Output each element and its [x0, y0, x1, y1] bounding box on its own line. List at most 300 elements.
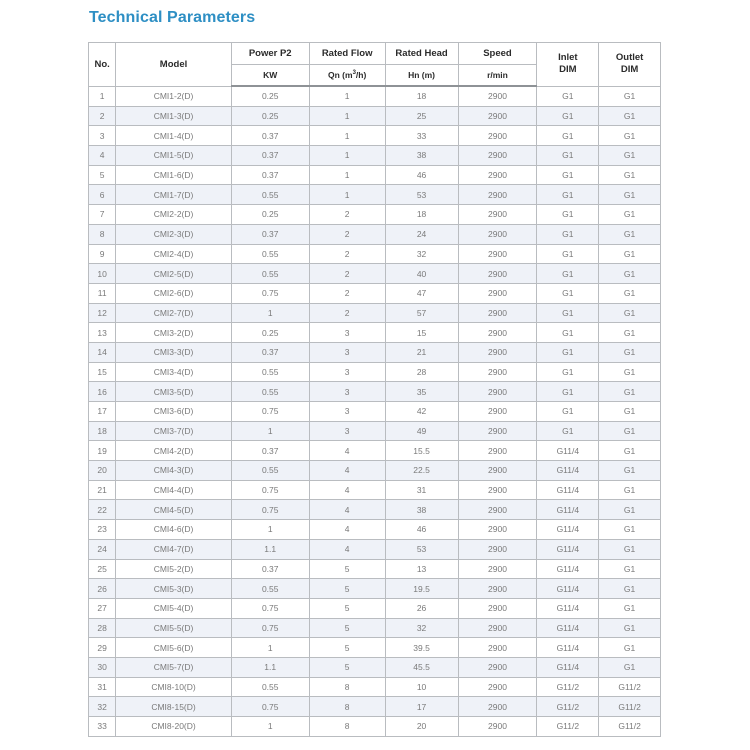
cell-outlet: G1	[599, 559, 661, 579]
cell-inlet: G11/4	[537, 657, 599, 677]
cell-power: 0.25	[231, 323, 309, 343]
header-speed: Speed	[458, 43, 537, 65]
cell-model: CMI2-5(D)	[116, 264, 231, 284]
cell-speed: 2900	[458, 579, 537, 599]
cell-model: CMI8-10(D)	[116, 677, 231, 697]
cell-flow: 2	[309, 303, 385, 323]
header-power: Power P2	[231, 43, 309, 65]
cell-power: 0.37	[231, 559, 309, 579]
cell-outlet: G1	[599, 520, 661, 540]
table-row	[89, 618, 661, 638]
cell-head: 32	[385, 244, 458, 264]
table-row	[89, 106, 661, 126]
cell-flow: 4	[309, 441, 385, 461]
cell-outlet: G1	[599, 323, 661, 343]
cell-power: 0.55	[231, 264, 309, 284]
cell-inlet: G1	[537, 146, 599, 166]
cell-flow: 1	[309, 126, 385, 146]
cell-power: 1.1	[231, 539, 309, 559]
table-row	[89, 480, 661, 500]
cell-model: CMI4-7(D)	[116, 539, 231, 559]
cell-speed: 2900	[458, 86, 537, 106]
cell-outlet: G1	[599, 86, 661, 106]
cell-flow: 3	[309, 402, 385, 422]
cell-flow: 3	[309, 362, 385, 382]
cell-speed: 2900	[458, 559, 537, 579]
header-inlet-line2: DIM	[559, 64, 577, 76]
cell-inlet: G11/4	[537, 598, 599, 618]
table-row	[89, 697, 661, 717]
cell-outlet: G1	[599, 657, 661, 677]
cell-speed: 2900	[458, 106, 537, 126]
cell-inlet: G1	[537, 205, 599, 225]
cell-head: 40	[385, 264, 458, 284]
header-speed-unit: r/min	[458, 65, 537, 87]
cell-head: 10	[385, 677, 458, 697]
cell-speed: 2900	[458, 539, 537, 559]
flow-unit-sup: 3	[352, 70, 356, 77]
cell-power: 0.55	[231, 579, 309, 599]
cell-no: 8	[89, 224, 116, 244]
cell-no: 25	[89, 559, 116, 579]
cell-model: CMI1-4(D)	[116, 126, 231, 146]
cell-no: 29	[89, 638, 116, 658]
cell-outlet: G11/2	[599, 697, 661, 717]
cell-head: 15.5	[385, 441, 458, 461]
cell-flow: 3	[309, 342, 385, 362]
cell-outlet: G1	[599, 402, 661, 422]
cell-outlet: G1	[599, 283, 661, 303]
cell-speed: 2900	[458, 146, 537, 166]
table-row	[89, 402, 661, 422]
cell-outlet: G1	[599, 342, 661, 362]
cell-head: 20	[385, 717, 458, 737]
cell-speed: 2900	[458, 618, 537, 638]
cell-flow: 1	[309, 185, 385, 205]
header-no: No.	[89, 43, 116, 87]
header-outlet-line2: DIM	[620, 64, 639, 76]
cell-model: CMI5-3(D)	[116, 579, 231, 599]
cell-power: 0.55	[231, 461, 309, 481]
cell-head: 39.5	[385, 638, 458, 658]
cell-head: 18	[385, 86, 458, 106]
cell-power: 0.55	[231, 382, 309, 402]
cell-no: 2	[89, 106, 116, 126]
technical-parameters-table	[88, 42, 661, 737]
cell-power: 0.37	[231, 126, 309, 146]
cell-power: 0.75	[231, 283, 309, 303]
cell-outlet: G1	[599, 461, 661, 481]
cell-model: CMI4-5(D)	[116, 500, 231, 520]
cell-outlet: G1	[599, 441, 661, 461]
table-row	[89, 421, 661, 441]
table-row	[89, 717, 661, 737]
cell-head: 53	[385, 539, 458, 559]
cell-outlet: G1	[599, 500, 661, 520]
cell-speed: 2900	[458, 638, 537, 658]
cell-model: CMI5-7(D)	[116, 657, 231, 677]
cell-no: 14	[89, 342, 116, 362]
cell-speed: 2900	[458, 520, 537, 540]
cell-outlet: G1	[599, 185, 661, 205]
cell-speed: 2900	[458, 382, 537, 402]
cell-model: CMI2-3(D)	[116, 224, 231, 244]
cell-outlet: G1	[599, 382, 661, 402]
cell-model: CMI5-6(D)	[116, 638, 231, 658]
cell-model: CMI5-5(D)	[116, 618, 231, 638]
cell-no: 3	[89, 126, 116, 146]
page-title: Technical Parameters	[89, 9, 256, 26]
cell-outlet: G1	[599, 165, 661, 185]
cell-head: 49	[385, 421, 458, 441]
table-row	[89, 86, 661, 106]
header-outlet-line1: Outlet	[615, 52, 644, 64]
table-row	[89, 303, 661, 323]
cell-flow: 8	[309, 717, 385, 737]
cell-model: CMI4-3(D)	[116, 461, 231, 481]
cell-model: CMI5-4(D)	[116, 598, 231, 618]
cell-inlet: G11/2	[537, 697, 599, 717]
cell-inlet: G1	[537, 106, 599, 126]
table-row	[89, 559, 661, 579]
table-row	[89, 520, 661, 540]
cell-flow: 2	[309, 205, 385, 225]
cell-power: 0.37	[231, 165, 309, 185]
cell-no: 6	[89, 185, 116, 205]
cell-speed: 2900	[458, 224, 537, 244]
cell-speed: 2900	[458, 323, 537, 343]
cell-speed: 2900	[458, 461, 537, 481]
cell-head: 42	[385, 402, 458, 422]
table-row	[89, 362, 661, 382]
cell-inlet: G1	[537, 323, 599, 343]
cell-power: 0.37	[231, 146, 309, 166]
cell-power: 0.75	[231, 697, 309, 717]
cell-flow: 5	[309, 638, 385, 658]
cell-outlet: G11/2	[599, 717, 661, 737]
table-row	[89, 126, 661, 146]
cell-model: CMI8-20(D)	[116, 717, 231, 737]
cell-speed: 2900	[458, 402, 537, 422]
cell-speed: 2900	[458, 677, 537, 697]
cell-head: 24	[385, 224, 458, 244]
cell-no: 15	[89, 362, 116, 382]
cell-head: 32	[385, 618, 458, 638]
cell-model: CMI1-3(D)	[116, 106, 231, 126]
table-row	[89, 539, 661, 559]
cell-power: 0.25	[231, 106, 309, 126]
cell-inlet: G1	[537, 421, 599, 441]
cell-inlet: G11/4	[537, 579, 599, 599]
cell-model: CMI3-7(D)	[116, 421, 231, 441]
cell-head: 35	[385, 382, 458, 402]
cell-no: 17	[89, 402, 116, 422]
table-row	[89, 244, 661, 264]
cell-model: CMI3-4(D)	[116, 362, 231, 382]
cell-outlet: G1	[599, 480, 661, 500]
cell-flow: 8	[309, 677, 385, 697]
cell-head: 26	[385, 598, 458, 618]
cell-inlet: G1	[537, 402, 599, 422]
cell-power: 1	[231, 520, 309, 540]
cell-outlet: G1	[599, 638, 661, 658]
cell-head: 57	[385, 303, 458, 323]
cell-head: 46	[385, 520, 458, 540]
cell-no: 19	[89, 441, 116, 461]
cell-speed: 2900	[458, 244, 537, 264]
cell-model: CMI2-7(D)	[116, 303, 231, 323]
cell-model: CMI3-5(D)	[116, 382, 231, 402]
cell-flow: 1	[309, 106, 385, 126]
cell-inlet: G11/4	[537, 618, 599, 638]
cell-flow: 3	[309, 323, 385, 343]
cell-speed: 2900	[458, 165, 537, 185]
cell-flow: 1	[309, 146, 385, 166]
cell-head: 13	[385, 559, 458, 579]
header-model: Model	[116, 43, 231, 87]
cell-head: 38	[385, 500, 458, 520]
cell-no: 4	[89, 146, 116, 166]
table-row	[89, 461, 661, 481]
cell-flow: 2	[309, 244, 385, 264]
cell-no: 32	[89, 697, 116, 717]
cell-flow: 4	[309, 500, 385, 520]
cell-power: 0.75	[231, 500, 309, 520]
table-row	[89, 264, 661, 284]
cell-no: 10	[89, 264, 116, 284]
cell-outlet: G1	[599, 421, 661, 441]
cell-head: 17	[385, 697, 458, 717]
table-row	[89, 205, 661, 225]
cell-inlet: G11/4	[537, 559, 599, 579]
header-head: Rated Head	[385, 43, 458, 65]
cell-inlet: G11/4	[537, 520, 599, 540]
cell-no: 30	[89, 657, 116, 677]
cell-no: 18	[89, 421, 116, 441]
cell-no: 9	[89, 244, 116, 264]
cell-head: 33	[385, 126, 458, 146]
cell-power: 0.75	[231, 618, 309, 638]
cell-no: 11	[89, 283, 116, 303]
cell-inlet: G1	[537, 342, 599, 362]
table-row	[89, 598, 661, 618]
cell-flow: 3	[309, 382, 385, 402]
table-row	[89, 283, 661, 303]
cell-no: 1	[89, 86, 116, 106]
cell-speed: 2900	[458, 421, 537, 441]
cell-head: 21	[385, 342, 458, 362]
cell-no: 24	[89, 539, 116, 559]
header-flow-unit	[309, 65, 385, 87]
cell-inlet: G1	[537, 165, 599, 185]
cell-no: 31	[89, 677, 116, 697]
cell-speed: 2900	[458, 185, 537, 205]
table-row	[89, 224, 661, 244]
table-body	[89, 86, 661, 736]
cell-head: 28	[385, 362, 458, 382]
cell-outlet: G1	[599, 539, 661, 559]
cell-no: 20	[89, 461, 116, 481]
cell-flow: 2	[309, 264, 385, 284]
cell-power: 0.75	[231, 480, 309, 500]
header-inlet	[537, 43, 599, 87]
cell-speed: 2900	[458, 205, 537, 225]
cell-no: 27	[89, 598, 116, 618]
header-head-unit: Hn (m)	[385, 65, 458, 87]
cell-inlet: G1	[537, 283, 599, 303]
cell-head: 45.5	[385, 657, 458, 677]
cell-speed: 2900	[458, 598, 537, 618]
cell-flow: 5	[309, 657, 385, 677]
cell-power: 1.1	[231, 657, 309, 677]
cell-speed: 2900	[458, 697, 537, 717]
flow-unit-suffix: /h)	[355, 70, 367, 80]
header-inlet-line1: Inlet	[558, 52, 578, 64]
cell-model: CMI4-6(D)	[116, 520, 231, 540]
cell-head: 22.5	[385, 461, 458, 481]
cell-no: 7	[89, 205, 116, 225]
cell-inlet: G1	[537, 126, 599, 146]
cell-outlet: G1	[599, 598, 661, 618]
cell-flow: 4	[309, 480, 385, 500]
cell-power: 0.37	[231, 441, 309, 461]
cell-outlet: G1	[599, 224, 661, 244]
cell-head: 18	[385, 205, 458, 225]
header-power-unit: KW	[231, 65, 309, 87]
cell-model: CMI3-3(D)	[116, 342, 231, 362]
cell-no: 26	[89, 579, 116, 599]
cell-power: 0.25	[231, 86, 309, 106]
table-row	[89, 500, 661, 520]
cell-no: 12	[89, 303, 116, 323]
table-row	[89, 638, 661, 658]
table-row	[89, 165, 661, 185]
cell-power: 0.25	[231, 205, 309, 225]
cell-speed: 2900	[458, 283, 537, 303]
table-row	[89, 185, 661, 205]
cell-power: 0.37	[231, 342, 309, 362]
cell-power: 1	[231, 303, 309, 323]
cell-inlet: G1	[537, 382, 599, 402]
table-row	[89, 323, 661, 343]
cell-speed: 2900	[458, 657, 537, 677]
cell-power: 1	[231, 638, 309, 658]
cell-outlet: G1	[599, 264, 661, 284]
cell-power: 0.55	[231, 244, 309, 264]
cell-flow: 5	[309, 598, 385, 618]
cell-inlet: G11/4	[537, 500, 599, 520]
cell-inlet: G11/4	[537, 539, 599, 559]
cell-model: CMI1-2(D)	[116, 86, 231, 106]
cell-outlet: G1	[599, 618, 661, 638]
cell-head: 15	[385, 323, 458, 343]
cell-no: 23	[89, 520, 116, 540]
table-row	[89, 579, 661, 599]
cell-power: 0.75	[231, 402, 309, 422]
cell-outlet: G1	[599, 579, 661, 599]
cell-no: 33	[89, 717, 116, 737]
table-row	[89, 677, 661, 697]
cell-flow: 8	[309, 697, 385, 717]
cell-outlet: G1	[599, 205, 661, 225]
cell-head: 46	[385, 165, 458, 185]
cell-inlet: G1	[537, 303, 599, 323]
cell-model: CMI3-6(D)	[116, 402, 231, 422]
table-row	[89, 382, 661, 402]
cell-no: 22	[89, 500, 116, 520]
cell-head: 31	[385, 480, 458, 500]
cell-model: CMI1-7(D)	[116, 185, 231, 205]
cell-inlet: G1	[537, 244, 599, 264]
cell-flow: 1	[309, 86, 385, 106]
cell-head: 47	[385, 283, 458, 303]
cell-outlet: G1	[599, 303, 661, 323]
cell-power: 0.55	[231, 677, 309, 697]
header-outlet	[599, 43, 661, 87]
cell-outlet: G1	[599, 244, 661, 264]
cell-power: 0.55	[231, 185, 309, 205]
cell-power: 0.37	[231, 224, 309, 244]
cell-inlet: G1	[537, 185, 599, 205]
cell-outlet: G11/2	[599, 677, 661, 697]
cell-outlet: G1	[599, 106, 661, 126]
cell-flow: 5	[309, 579, 385, 599]
cell-flow: 3	[309, 421, 385, 441]
cell-model: CMI1-6(D)	[116, 165, 231, 185]
cell-no: 16	[89, 382, 116, 402]
cell-model: CMI5-2(D)	[116, 559, 231, 579]
cell-flow: 4	[309, 461, 385, 481]
cell-power: 0.55	[231, 362, 309, 382]
table-row	[89, 342, 661, 362]
cell-head: 38	[385, 146, 458, 166]
flow-unit-prefix: Qn (m	[328, 70, 353, 80]
cell-model: CMI2-6(D)	[116, 283, 231, 303]
cell-inlet: G11/4	[537, 638, 599, 658]
cell-inlet: G1	[537, 86, 599, 106]
table-row	[89, 441, 661, 461]
cell-inlet: G1	[537, 224, 599, 244]
cell-speed: 2900	[458, 500, 537, 520]
cell-inlet: G11/2	[537, 677, 599, 697]
cell-model: CMI2-4(D)	[116, 244, 231, 264]
cell-no: 13	[89, 323, 116, 343]
cell-flow: 5	[309, 559, 385, 579]
cell-model: CMI4-4(D)	[116, 480, 231, 500]
cell-inlet: G11/4	[537, 461, 599, 481]
cell-model: CMI3-2(D)	[116, 323, 231, 343]
cell-flow: 4	[309, 539, 385, 559]
cell-speed: 2900	[458, 126, 537, 146]
cell-power: 1	[231, 717, 309, 737]
cell-outlet: G1	[599, 362, 661, 382]
cell-no: 21	[89, 480, 116, 500]
cell-flow: 2	[309, 283, 385, 303]
cell-model: CMI8-15(D)	[116, 697, 231, 717]
cell-head: 25	[385, 106, 458, 126]
header-flow: Rated Flow	[309, 43, 385, 65]
cell-head: 53	[385, 185, 458, 205]
cell-outlet: G1	[599, 146, 661, 166]
cell-power: 0.75	[231, 598, 309, 618]
cell-inlet: G11/4	[537, 480, 599, 500]
cell-flow: 5	[309, 618, 385, 638]
cell-head: 19.5	[385, 579, 458, 599]
cell-speed: 2900	[458, 362, 537, 382]
cell-model: CMI4-2(D)	[116, 441, 231, 461]
table-header	[89, 43, 661, 87]
table-row	[89, 146, 661, 166]
